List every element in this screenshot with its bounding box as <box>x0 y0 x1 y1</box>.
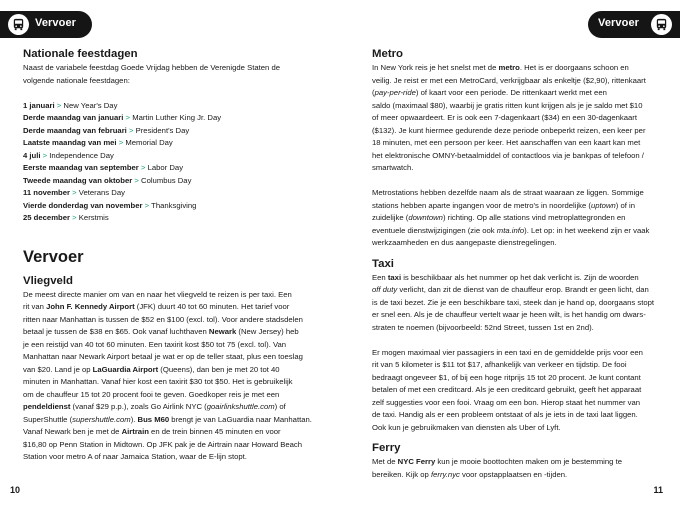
arrow-icon: > <box>144 200 150 210</box>
right-page <box>340 0 680 510</box>
text-line: de taxi. Handig als er een probleem ontstaat of als je iets in de taxi laat liggen. <box>372 410 638 419</box>
ferry-heading: Ferry <box>372 442 401 454</box>
text-line: bedraagt ongeveer $1, of bij een hoge ritprijs 15 tot 20 procent. Je kunt contant <box>372 372 641 382</box>
bus-icon <box>8 14 29 35</box>
holiday-name: Memorial Day <box>125 138 173 147</box>
holiday-date: 4 juli <box>23 150 41 160</box>
text-line: eventuele dienstwijzigingen (zie ook mta.info). Let op: in het weekend zijn er vaak <box>372 225 650 235</box>
right-content <box>372 47 667 481</box>
taxi-text-2 <box>372 347 667 435</box>
chapter-title: Vervoer <box>35 17 77 29</box>
arrow-icon: > <box>72 188 77 197</box>
arrow-icon: > <box>140 163 146 172</box>
airport-heading: Vliegveld <box>23 274 74 287</box>
arrow-icon: > <box>72 213 77 222</box>
holiday-date: 1 januari <box>23 100 55 110</box>
left-content <box>23 47 315 464</box>
holiday-item <box>23 100 315 113</box>
text-line: SuperShuttle (supershuttle.com). Bus M60 brengt je van LaGuardia naar Manhattan. <box>23 414 312 424</box>
text-line: om de chauffeur 15 tot 20 procent fooi te geven. Goedkoper reis je met een <box>23 389 280 399</box>
text-line: Station voor metro A of naar Jamaica Station, waar de E-lijn stopt. <box>23 452 247 461</box>
holiday-name: Columbus Day <box>141 175 192 185</box>
text-line: ritten naar Manhattan is tussen de $52 en $100 (excl. tol). Voor andere stadsdelen <box>23 314 303 324</box>
arrow-icon: > <box>125 113 131 122</box>
text-line: $16,80 op Penn Station in Midtown. Op JFK pak je de Airtrain naar Howard Beach <box>23 439 303 449</box>
text-line: bereiken. Kijk op ferry.nyc voor opstapplaatsen en -tijden. <box>372 469 568 479</box>
text-line: je een reistijd van 40 tot 60 minuten. Een taxirit kost $50 tot 75 (excl. tol). Van <box>23 339 287 349</box>
text-line: er snel een. Als je de chauffeur vertelt waar je heen wilt, is het handig om dwars- <box>372 310 646 319</box>
text-line: minuten in Manhattan. Vanaf hier kost een taxirit $30 tot $50. Het is gebruikelijk <box>23 377 293 386</box>
text-line: pendeldienst (vanaf $29 p.p.), zoals Go Airlink NYC (goairlinkshuttle.com) of <box>23 402 286 411</box>
metro-text <box>372 62 667 175</box>
text-line: De meest directe manier om van en naar het vliegveld te reizen is per taxi. Een <box>23 289 292 299</box>
text-line: Vanaf Newark ben je met de Airtrain en de trein binnen 45 minuten en voor <box>23 427 281 436</box>
holidays-intro <box>23 62 315 87</box>
text-line: (pay-per-ride) of kaart voor een periode. De rittenkaart werkt met een <box>372 88 607 97</box>
holiday-date: Vierde donderdag van november <box>23 200 143 210</box>
holiday-list <box>23 100 315 225</box>
holiday-item <box>23 150 315 163</box>
text-line: van $20. Land je op LaGuardia Airport (Queens), dan ben je met 20 tot 40 <box>23 364 280 374</box>
arrow-icon: > <box>128 125 134 135</box>
chapter-title: Vervoer <box>598 17 640 29</box>
holiday-date: 11 november <box>23 188 71 197</box>
holiday-date: Tweede maandag van oktober <box>23 175 133 185</box>
holiday-item <box>23 175 315 188</box>
text-line: ($132). Je kunt hiermee gedurende deze periode onbeperkt reizen, een keer per <box>372 125 646 135</box>
holiday-item <box>23 187 315 200</box>
chapter-tab <box>588 11 680 38</box>
text-line: smartwatch. <box>372 163 414 172</box>
holiday-item <box>23 112 315 125</box>
text-line: In New York reis je het snelst met de metro. Het is er doorgaans schoon en <box>372 63 629 72</box>
text-line: straten te noemen (bijvoorbeeld: 52nd Street, tussen 1st en 2nd). <box>372 322 594 332</box>
page-number: 10 <box>10 485 21 495</box>
chapter-tab <box>0 11 92 38</box>
holiday-name: Martin Luther King Jr. Day <box>132 113 222 122</box>
holiday-item <box>23 200 315 213</box>
text-line: is de taxi bezet. Zie je een beschikbare taxi, steek dan je hand op, doorgaans stopt <box>372 297 655 307</box>
taxi-text <box>372 272 667 335</box>
holiday-item <box>23 137 315 150</box>
text-line: betaal je tussen de $38 en $65. Ook vanaf luchthaven Newark (New Jersey) heb <box>23 327 299 336</box>
text-line: betalen of met een creditcard. Als je een creditcard gebruikt, geeft het apparaat <box>372 385 642 394</box>
text-line: het elektronische OMNY-betaalmiddel of contactloos via je bankpas of telefoon / <box>372 150 644 160</box>
holiday-name: Kerstmis <box>78 213 109 222</box>
text-line: of meer opwaardeert. Er is ook een 7-dagenkaart ($34) en een 30-dagenkaart <box>372 113 637 122</box>
bus-icon <box>651 14 672 35</box>
holiday-item <box>23 162 315 175</box>
ferry-text <box>372 456 667 481</box>
text-line: saldo (maximaal $80), waarbij je gratis ritten kunt krijgen als je je saldo met $10 <box>372 100 643 110</box>
airport-text <box>23 289 315 464</box>
intro-line: Naast de variabele feestdag Goede Vrijdag hebben de Verenigde Staten de <box>23 63 281 72</box>
text-line: werkzaamheden en dus aangepaste dienstregelingen. <box>372 238 557 247</box>
text-line: Een taxi is beschikbaar als het nummer op het dak verlicht is. Zijn de woorden <box>372 272 639 282</box>
holiday-item <box>23 212 315 225</box>
holiday-item <box>23 125 315 138</box>
text-line: rit van John F. Kennedy Airport (JFK) duurt 40 tot 60 minuten. Het tarief voor <box>23 302 290 311</box>
text-line: veilig. Je reist er met een MetroCard, verkrijgbaar als enkeltje ($2,90), rittenkaart <box>372 75 646 85</box>
text-line: 18 minuten, met een persoon per keer. Het aanschaffen van een kaart kan met <box>372 138 641 147</box>
section-heading: Vervoer <box>23 247 84 266</box>
text-line: zuidelijke (downtown) richting. Op alle stations vind metroplattegronden en <box>372 213 626 222</box>
arrow-icon: > <box>134 175 139 185</box>
arrow-icon: > <box>118 138 124 147</box>
holiday-name: Independence Day <box>49 150 114 160</box>
text-line: rit van 5 kilometer is $11 tot $17, afhankelijk van verkeer en tijdstip. De fooi <box>372 360 627 369</box>
text-line: Ook kun je gebruikmaken van diensten als Uber of Lyft. <box>372 422 561 432</box>
intro-line: volgende nationale feestdagen: <box>23 75 130 85</box>
holiday-name: Labor Day <box>147 163 184 172</box>
text-line: off duty verlicht, dan zit de dienst van de chauffeur erop. Brandt er geen licht, dan <box>372 285 649 294</box>
text-line: Manhattan naar Newark Airport betaal je wat er op de teller staat, plus een toeslag <box>23 352 303 361</box>
text-line: stations hebben aparte ingangen voor de metro's in noordelijke (uptown) of in <box>372 200 636 210</box>
holiday-name: New Year's Day <box>63 100 118 110</box>
holiday-name: Veterans Day <box>78 188 125 197</box>
metro-heading: Metro <box>372 48 404 60</box>
holiday-date: Derde maandag van januari <box>23 113 124 122</box>
holiday-date: Eerste maandag van september <box>23 163 139 172</box>
arrow-icon: > <box>56 100 62 110</box>
holiday-date: Derde maandag van februari <box>23 125 127 135</box>
metro-text-2 <box>372 187 667 250</box>
arrow-icon: > <box>42 150 48 160</box>
text-line: Met de NYC Ferry kun je mooie boottochten maken om je bestemming te <box>372 457 622 466</box>
holiday-date: Laatste maandag van mei <box>23 138 117 147</box>
holiday-name: President's Day <box>135 125 190 135</box>
holiday-name: Thanksgiving <box>151 200 197 210</box>
text-line: Er mogen maximaal vier passagiers in een taxi en de gemiddelde prijs voor een <box>372 347 643 357</box>
holiday-date: 25 december <box>23 213 71 222</box>
text-line: Metrostations hebben dezelfde naam als de straat waaraan ze liggen. Sommige <box>372 188 644 197</box>
text-line: zelf suggesties voor een fooi. Vraag om een bon. Hierop staat het nummer van <box>372 397 641 407</box>
page-number: 11 <box>653 485 663 495</box>
taxi-heading: Taxi <box>372 257 394 270</box>
holidays-heading: Nationale feestdagen <box>23 48 138 60</box>
